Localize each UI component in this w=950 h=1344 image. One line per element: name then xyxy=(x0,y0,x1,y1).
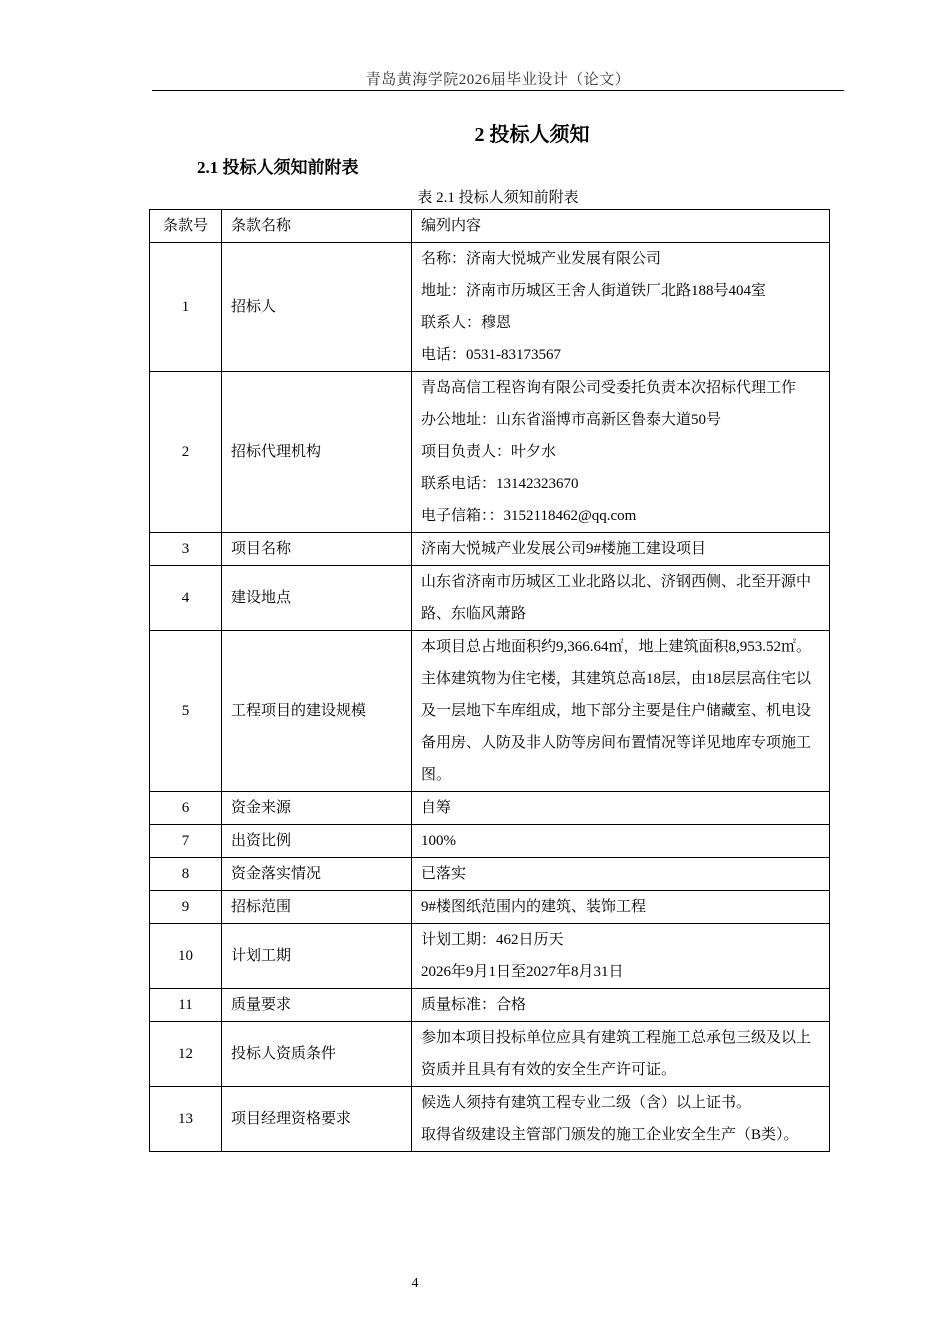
clause-number: 9 xyxy=(150,891,222,924)
content-line: 取得省级建设主管部门颁发的施工企业安全生产（B类）。 xyxy=(421,1127,799,1143)
content-line: 电子信箱：：3152118462@qq.com xyxy=(421,508,637,524)
clause-name: 招标代理机构 xyxy=(222,372,412,533)
clause-name: 招标范围 xyxy=(222,891,412,924)
clause-number: 13 xyxy=(150,1087,222,1152)
table-row xyxy=(150,825,830,858)
content-line: 济南大悦城产业发展公司9#楼施工建设项目 xyxy=(421,541,707,557)
page-number: 4 xyxy=(411,1276,419,1291)
content-line: 参加本项目投标单位应具有建筑工程施工总承包三级及以上资质并且具有有效的安全生产许可证。 xyxy=(421,1030,812,1078)
content-line: 计划工期：462日历天 xyxy=(421,932,564,948)
clause-content xyxy=(412,533,830,566)
clause-name: 投标人资质条件 xyxy=(222,1022,412,1087)
clause-content xyxy=(412,372,830,533)
clause-name: 招标人 xyxy=(222,243,412,372)
content-line: 项目负责人：叶夕水 xyxy=(421,444,557,460)
table-row xyxy=(150,924,830,989)
clause-content xyxy=(412,1087,830,1152)
clause-content xyxy=(412,825,830,858)
header-content: 编列内容 xyxy=(412,210,830,243)
clause-number: 6 xyxy=(150,792,222,825)
clause-name: 项目经理资格要求 xyxy=(222,1087,412,1152)
clause-name: 资金落实情况 xyxy=(222,858,412,891)
table-row xyxy=(150,243,830,372)
table-row xyxy=(150,792,830,825)
content-line: 名称：济南大悦城产业发展有限公司 xyxy=(421,251,662,267)
table-header-row xyxy=(150,210,830,243)
table-caption: 表 2.1 投标人须知前附表 xyxy=(417,190,579,206)
table-row xyxy=(150,372,830,533)
content-line: 本项目总占地面积约9,366.64㎡，地上建筑面积8,953.52㎡。主体建筑物为住宅楼，其建筑总高18层，由18层层高住宅以及一层地下车库组成，地下部分主要是住户储藏室、机电设备用房、人防及非人防等房间布置情况等详见地库专项施工图。 xyxy=(421,639,812,783)
bidder-notice-table xyxy=(149,209,830,1152)
clause-content xyxy=(412,989,830,1022)
clause-number: 10 xyxy=(150,924,222,989)
clause-name: 质量要求 xyxy=(222,989,412,1022)
content-line: 办公地址：山东省淄博市高新区鲁泰大道50号 xyxy=(421,412,722,428)
table-row xyxy=(150,533,830,566)
clause-number: 7 xyxy=(150,825,222,858)
content-line: 电话：0531-83173567 xyxy=(421,347,561,363)
header-rule xyxy=(152,90,844,91)
clause-number: 4 xyxy=(150,566,222,631)
content-line: 100% xyxy=(421,833,456,849)
content-line: 质量标准：合格 xyxy=(421,997,527,1013)
content-line: 联系人：穆恩 xyxy=(421,315,512,331)
header-clause-no: 条款号 xyxy=(150,210,222,243)
clause-name: 工程项目的建设规模 xyxy=(222,631,412,792)
content-line: 已落实 xyxy=(421,866,467,882)
table-row xyxy=(150,631,830,792)
clause-number: 3 xyxy=(150,533,222,566)
clause-content xyxy=(412,924,830,989)
clause-content xyxy=(412,891,830,924)
clause-content xyxy=(412,858,830,891)
clause-content xyxy=(412,566,830,631)
content-line: 地址：济南市历城区王舍人街道铁厂北路188号404室 xyxy=(421,283,767,299)
clause-number: 8 xyxy=(150,858,222,891)
content-line: 2026年9月1日至2027年8月31日 xyxy=(421,964,624,980)
clause-content xyxy=(412,631,830,792)
section-title: 2.1 投标人须知前附表 xyxy=(197,158,359,177)
content-line: 自筹 xyxy=(421,800,452,816)
content-line: 山东省济南市历城区工业北路以北、济钢西侧、北至开源中路、东临风萧路 xyxy=(421,574,812,622)
table-row xyxy=(150,858,830,891)
clause-name: 计划工期 xyxy=(222,924,412,989)
content-line: 9#楼图纸范围内的建筑、装饰工程 xyxy=(421,899,647,915)
clause-number: 5 xyxy=(150,631,222,792)
clause-number: 12 xyxy=(150,1022,222,1087)
content-line: 青岛高信工程咨询有限公司受委托负责本次招标代理工作 xyxy=(421,380,797,396)
table-row xyxy=(150,1022,830,1087)
table-row xyxy=(150,989,830,1022)
chapter-title: 2 投标人须知 xyxy=(474,124,590,146)
clause-name: 资金来源 xyxy=(222,792,412,825)
content-line: 联系电话：13142323670 xyxy=(421,476,579,492)
content-line: 候选人须持有建筑工程专业二级（含）以上证书。 xyxy=(421,1095,752,1111)
clause-content xyxy=(412,243,830,372)
table-row xyxy=(150,1087,830,1152)
header-clause-name: 条款名称 xyxy=(222,210,412,243)
clause-number: 1 xyxy=(150,243,222,372)
clause-content xyxy=(412,792,830,825)
clause-name: 出资比例 xyxy=(222,825,412,858)
running-header: 青岛黄海学院2026届毕业设计（论文） xyxy=(365,72,631,88)
clause-number: 2 xyxy=(150,372,222,533)
table-row xyxy=(150,566,830,631)
clause-number: 11 xyxy=(150,989,222,1022)
table-row xyxy=(150,891,830,924)
clause-name: 建设地点 xyxy=(222,566,412,631)
clause-name: 项目名称 xyxy=(222,533,412,566)
clause-content xyxy=(412,1022,830,1087)
